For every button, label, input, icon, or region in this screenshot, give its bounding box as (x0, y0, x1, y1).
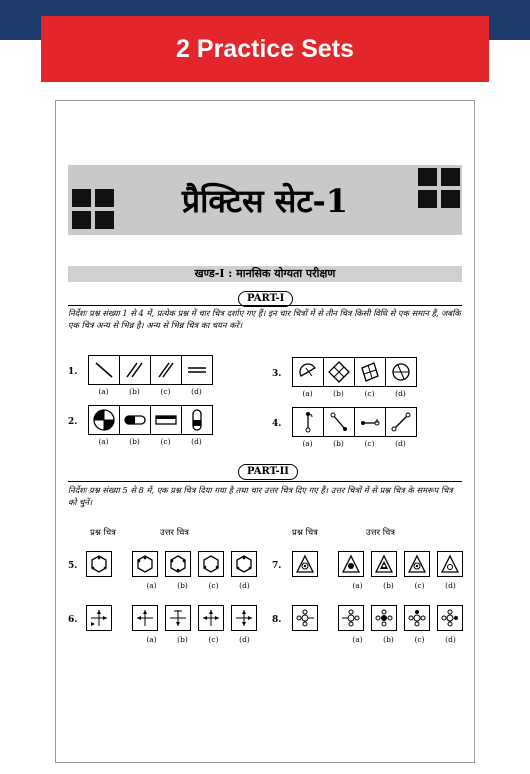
question-5-options: (a) (b) (c) (d) (146, 581, 250, 590)
squares-icon-right (418, 168, 460, 208)
squares-icon-left (72, 189, 114, 229)
question-number: 7. (272, 561, 282, 571)
question-number: 8. (272, 615, 282, 625)
question-number: 5. (68, 561, 78, 571)
divider (68, 481, 462, 482)
question-1-options: (a) (b) (c) (d) (98, 387, 202, 396)
question-figure-label: प्रश्न चित्र (292, 528, 318, 538)
answer-figure-label: उत्तर चित्र (160, 528, 190, 538)
question-number: 3. (272, 369, 282, 379)
question-3-options: (a) (b) (c) (d) (302, 389, 406, 398)
question-number: 1. (68, 367, 78, 377)
section-heading: खण्ड-I : मानसिक योग्यता परीक्षण (68, 266, 462, 282)
part-2-label: PART-II (238, 464, 298, 480)
question-number: 4. (272, 419, 282, 429)
book-page (55, 100, 475, 763)
question-3-figures (292, 357, 417, 387)
part-1-label: PART-I (238, 291, 293, 307)
question-4-options: (a) (b) (c) (d) (302, 439, 406, 448)
question-number: 6. (68, 615, 78, 625)
question-7-figures (292, 551, 470, 577)
question-4-figures (292, 407, 417, 437)
question-8-options: (a) (b) (c) (d) (352, 635, 456, 644)
banner-title: 2 Practice Sets (41, 16, 489, 82)
question-figure-label: प्रश्न चित्र (90, 528, 116, 538)
question-6-figures (86, 605, 264, 631)
page-title: प्रैक्टिस सेट-1 (181, 181, 349, 220)
answer-figure-label: उत्तर चित्र (366, 528, 396, 538)
question-6-options: (a) (b) (c) (d) (146, 635, 250, 644)
title-bar (68, 165, 462, 235)
part-2-instruction: निर्देशः प्रश्न संख्या 5 से 8 में, एक प्रश्न चित्र दिया गया है तथा चार उत्तर चित्र दिए गए हैं। उत्तर चित्रों में से प्रश्न चित्र के समरूप चित्र को चुनें। (68, 485, 453, 507)
question-7-options: (a) (b) (c) (d) (352, 581, 456, 590)
question-5-figures (86, 551, 264, 577)
question-1-figures (88, 355, 213, 385)
part-1-instruction: निर्देशः प्रश्न संख्या 1 से 4 में, प्रत्येक प्रश्न में चार चित्र दर्शाए गए हैं। इन चार चित्रों में से तीन चित्र किसी विधि से एक समान हैं, जबकि एक चित्र अन्य से भिन्न है। अन्य से भिन्न चित्र का चयन करें। (68, 308, 461, 330)
question-8-figures (292, 605, 470, 631)
divider (68, 305, 462, 306)
question-2-options: (a) (b) (c) (d) (98, 437, 202, 446)
question-2-figures (88, 405, 213, 435)
question-number: 2. (68, 417, 78, 427)
